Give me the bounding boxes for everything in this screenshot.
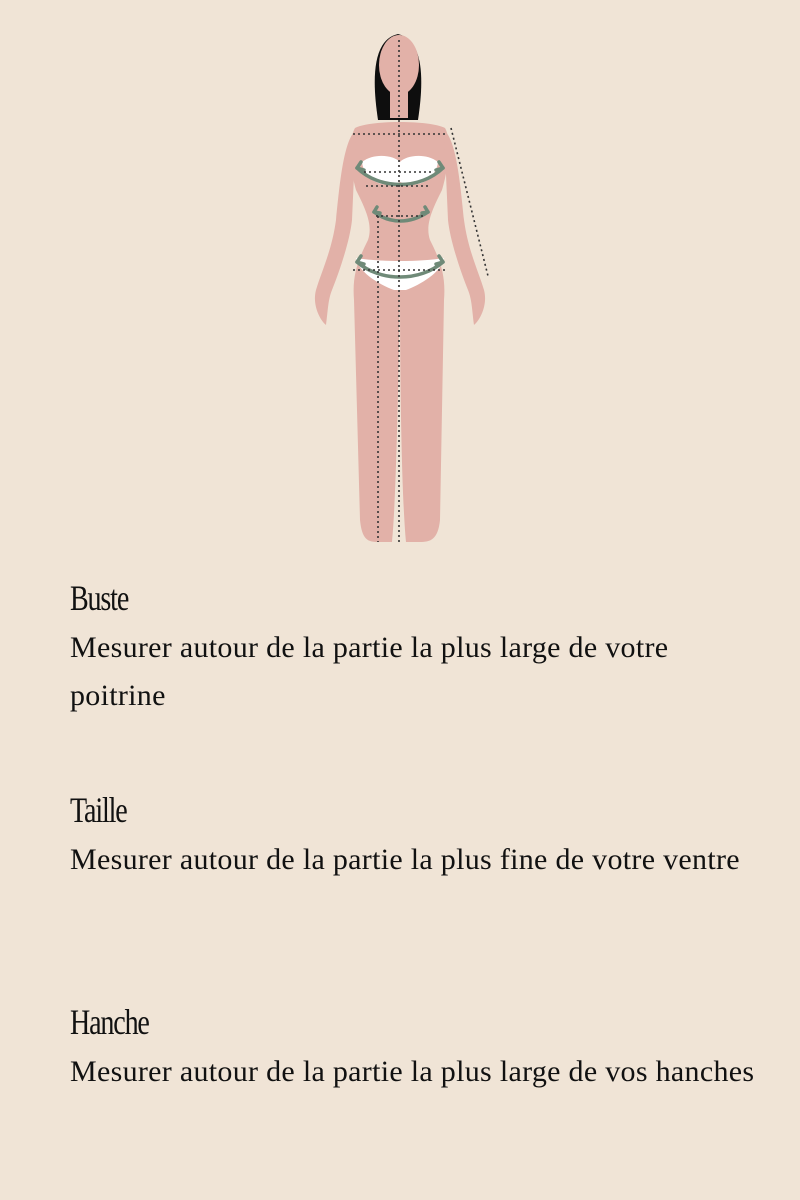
section-heading: Taille <box>70 790 127 830</box>
section-buste <box>70 578 770 720</box>
section-heading: Hanche <box>70 1002 149 1042</box>
section-description: Mesurer autour de la partie la plus fine de votre ventre <box>70 843 740 876</box>
section-heading: Buste <box>70 578 129 618</box>
body-measurement-figure <box>0 0 800 560</box>
section-description: Mesurer autour de la partie la plus large de votre poitrine <box>70 631 669 712</box>
section-description: Mesurer autour de la partie la plus large de vos hanches <box>70 1055 755 1088</box>
section-hanche <box>70 1002 770 1096</box>
section-taille <box>70 790 770 884</box>
